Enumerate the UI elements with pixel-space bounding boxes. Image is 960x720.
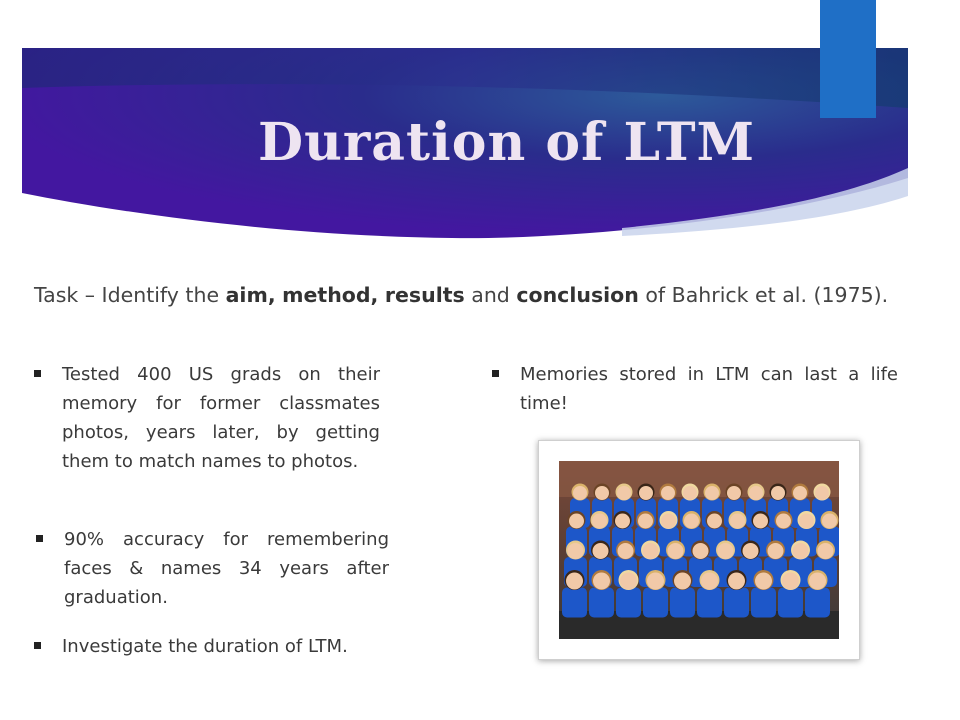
task-results: results bbox=[384, 283, 465, 307]
bullet-aim-text: Investigate the duration of LTM. bbox=[62, 636, 348, 657]
bullet-results-text: 90% accuracy for remembering faces & names 34 years after graduation. bbox=[64, 529, 389, 608]
task-method: method, bbox=[282, 283, 379, 307]
accent-bar bbox=[820, 0, 876, 118]
task-sep: and bbox=[464, 283, 517, 307]
bullet-marker-icon bbox=[34, 370, 41, 377]
bullet-marker-icon bbox=[492, 370, 499, 377]
bullet-method bbox=[62, 360, 380, 476]
class-photo bbox=[538, 440, 860, 660]
bullet-results bbox=[64, 525, 389, 612]
task-conclusion: conclusion bbox=[516, 283, 639, 307]
bullet-method-text: Tested 400 US grads on their memory for former classmates photos, years later, by getting them to match names to photos. bbox=[62, 364, 380, 472]
bullet-marker-icon bbox=[34, 642, 41, 649]
task-text bbox=[34, 280, 898, 310]
task-suffix: of Bahrick et al. (1975). bbox=[638, 283, 889, 307]
bullet-conclusion-text: Memories stored in LTM can last a life time! bbox=[520, 364, 898, 414]
bullet-marker-icon bbox=[36, 535, 43, 542]
class-photo-image bbox=[559, 461, 839, 639]
task-aim: aim, bbox=[225, 283, 276, 307]
bullet-aim bbox=[62, 632, 402, 661]
task-prefix: Task – Identify the bbox=[34, 283, 226, 307]
slide-title: Duration of LTM bbox=[258, 112, 756, 173]
bullet-conclusion bbox=[520, 360, 898, 418]
